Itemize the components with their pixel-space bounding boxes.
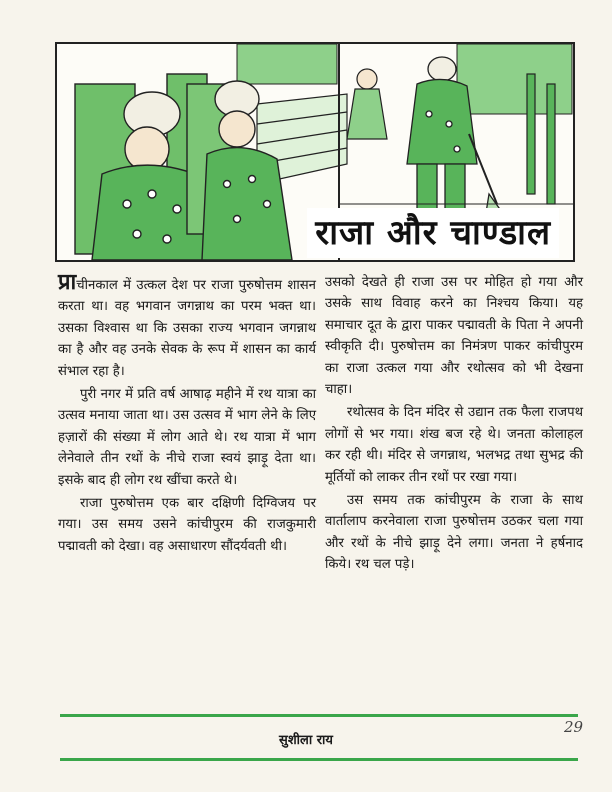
- drop-cap: प्रा: [58, 270, 77, 295]
- paragraph: उसको देखते ही राजा उस पर मोहित हो गया और उसके साथ विवाह करने का निश्चय किया। यह समाचार दूत के द्वारा पाकर पद्मावती के पिता ने अपनी स्वीकृति दी। पुरुषोत्तम का निमंत्रण पाकर कांचीपुरम का राजा उत्कल गया और रथोत्सव को भी देखना चाहा।: [325, 275, 583, 398]
- right-column: [325, 272, 583, 578]
- story-illustration: [55, 42, 575, 262]
- paragraph: [58, 272, 316, 382]
- paragraph: राजा पुरुषोत्तम एक बार दक्षिणी दिग्विजय पर गया। उस समय उसने कांचीपुरम की राजकुमारी पद्मावती को देखा। वह असाधारण सौंदर्यवती थी।: [58, 496, 316, 554]
- left-column: [58, 272, 316, 559]
- paragraph-text: चीनकाल में उत्कल देश पर राजा पुरुषोत्तम शासन करता था। वह भगवान जगन्नाथ का परम भक्त था। उसका विश्वास था कि उसका राज्य भगवान जगन्नाथ का है और वह उनके सेवक के रूप में शासन का कार्य संभाल रहा है।: [58, 278, 316, 379]
- paragraph: उस समय तक कांचीपुरम के राजा के साथ वार्तालाप करनेवाला राजा पुरुषोत्तम उठकर चला गया और रथों के नीचे झाड़ू देने लगा। जनता ने हर्षनाद किये। रथ चल पड़े।: [325, 493, 583, 573]
- page-number: 29: [564, 718, 584, 736]
- top-green-rule: [60, 714, 578, 717]
- paragraph: पुरी नगर में प्रति वर्ष आषाढ़ महीने में रथ यात्रा का उत्सव मनाया जाता था। उस उत्सव में भाग लेने के लिए हज़ारों की संख्या में लोग आते थे। रथ यात्रा में भाग लेनेवाले तीन रथों के नीचे राजा स्वयं झाड़ू देता था। इसके बाद ही लोग रथ खींचा करते थे।: [58, 387, 316, 488]
- story-title: राजा और चाण्डाल: [307, 208, 559, 258]
- bottom-green-rule: [60, 758, 578, 761]
- paragraph: रथोत्सव के दिन मंदिर से उद्यान तक फैला राजपथ लोगों से भर गया। शंख बज रहे थे। जनता कोलाहल कर रही थी। मंदिर से जगन्नाथ, भलभद्र तथा सुभद्र की मूर्तियों को लाकर तीन रथों पर रखा गया।: [325, 405, 583, 485]
- author-name: सुशीला राय: [279, 733, 333, 748]
